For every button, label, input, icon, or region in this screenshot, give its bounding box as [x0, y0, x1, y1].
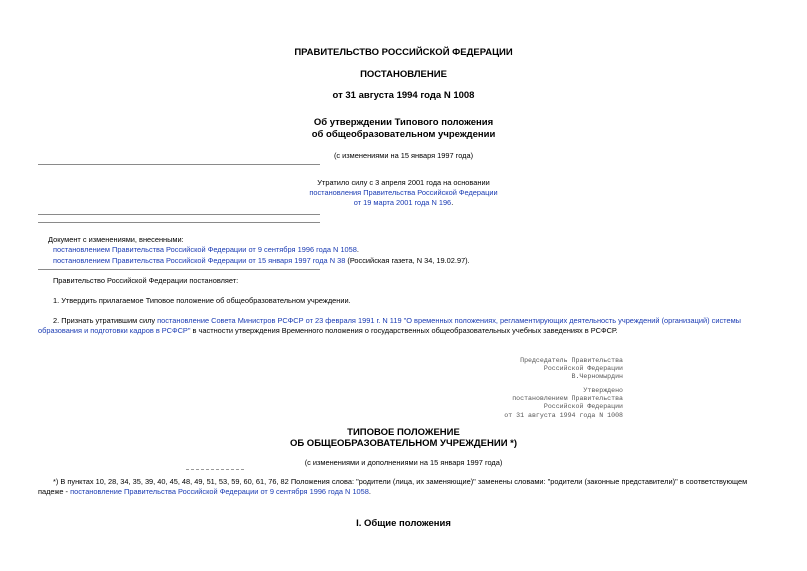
footnote-link[interactable]: постановление Правительства Российской Федерации от 9 сентября 1996 года N 1058 — [70, 487, 369, 496]
regulation-amendment-note: (с изменениями и дополнениями на 15 января 1997 года) — [304, 458, 503, 467]
paragraph-1: 1. Утвердить прилагаемое Типовое положение об общеобразовательном учреждении. — [53, 296, 351, 305]
signature-block: Председатель Правительства Российской Федерации В.Черномырдин — [520, 357, 623, 381]
lost-force-line: Утратило силу с 3 апреля 2001 года на основании — [317, 178, 490, 187]
footnote: *) В пунктах 10, 28, 34, 35, 39, 40, 45, 48, 49, 51, 53, 59, 60, 61, 76, 82 Положения слова: "родители (лица, их заменяющие)" заменены словами: "родители (законные представители)" в соответствующем падеже - постановление Правительства Российской Федерации от 9 сентября 1996 года N 1058. — [38, 477, 748, 496]
regulation-title-line1: ТИПОВОЕ ПОЛОЖЕНИЕ — [347, 427, 460, 438]
changes-link-2[interactable]: постановлением Правительства Российской Федерации от 15 января 1997 года N 38 — [53, 256, 346, 265]
changes-link-1[interactable]: постановлением Правительства Российской Федерации от 9 сентября 1996 года N 1058 — [53, 245, 357, 254]
document-type: ПОСТАНОВЛЕНИЕ — [360, 69, 447, 80]
lost-force-link-line2: от 19 марта 2001 года N 196. — [353, 198, 454, 207]
changes-item-1: постановлением Правительства Российской Федерации от 9 сентября 1996 года N 1058. — [53, 245, 359, 254]
footnote-separator — [186, 469, 244, 470]
divider — [38, 222, 320, 223]
changes-intro: Документ с изменениями, внесенными: — [48, 235, 184, 244]
paragraph-2: 2. Признать утратившим силу постановление Совета Министров РСФСР от 23 февраля 1991 г. N 119 "О временных положениях, регламентирующих деятельность учреждений (организаций) системы образования и подготовки кадров в РСФСР" в частности утверждения Временного положения о государственных общеобразовательных учебных заведениях в РСФСР. — [38, 316, 741, 335]
repealed-act-link[interactable]: постановление Совета Министров РСФСР от 23 февраля 1991 г. N 119 "О временных положениях, регламентирующих деятельность учреждений (организаций) системы образования и подготовки кадров в РСФСР" — [38, 316, 741, 335]
divider — [38, 214, 320, 215]
decree-intro: Правительство Российской Федерации постановляет: — [53, 276, 239, 285]
amendment-note: (с изменениями на 15 января 1997 года) — [333, 151, 474, 160]
government-name: ПРАВИТЕЛЬСТВО РОССИЙСКОЙ ФЕДЕРАЦИИ — [294, 47, 513, 58]
divider — [38, 164, 320, 165]
document-date-number: от 31 августа 1994 года N 1008 — [332, 90, 475, 101]
document-title-line2: об общеобразовательном учреждении — [311, 129, 496, 140]
lost-force-link-line1[interactable]: постановления Правительства Российской Федерации — [309, 188, 498, 197]
divider — [38, 269, 320, 270]
lost-force-link[interactable]: от 19 марта 2001 года N 196 — [353, 198, 452, 207]
document-title-line1: Об утверждении Типового положения — [313, 117, 494, 128]
approval-block: Утверждено постановлением Правительства Российской Федерации от 31 августа 1994 года N 1008 — [504, 387, 623, 419]
section-heading: I. Общие положения — [356, 518, 451, 529]
changes-item-2: постановлением Правительства Российской Федерации от 15 января 1997 года N 38 (Российская газета, N 34, 19.02.97). — [53, 256, 470, 265]
regulation-title-line2: ОБ ОБЩЕОБРАЗОВАТЕЛЬНОМ УЧРЕЖДЕНИИ *) — [289, 438, 518, 449]
